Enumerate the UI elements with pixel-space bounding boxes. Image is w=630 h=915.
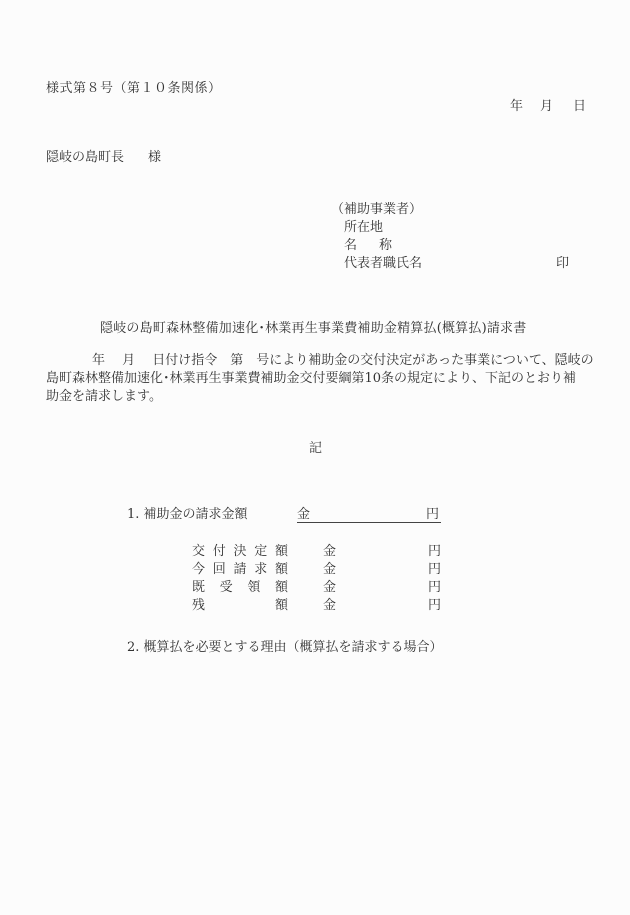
breakdown-prefix: 金	[323, 544, 337, 559]
breakdown-row	[192, 594, 452, 613]
addressee-name: 隠岐の島町長	[46, 150, 125, 165]
date-line	[510, 99, 586, 115]
body-line: 年 月 日付け指令 第 号により補助金の交付決定があった事業について、隠岐の	[92, 353, 594, 368]
label-char: 請	[233, 562, 247, 577]
applicant-address-label: 所在地	[344, 220, 384, 235]
name-label-char-2: 称	[379, 238, 393, 253]
breakdown-label	[192, 576, 288, 595]
label-char: 今	[192, 562, 206, 577]
body-line: 島町森林整備加速化･林業再生事業費補助金交付要綱第10条の規定により、下記のとおり補	[46, 371, 577, 386]
breakdown-label	[192, 540, 288, 559]
breakdown-suffix: 円	[428, 598, 442, 613]
label-char: 回	[212, 562, 226, 577]
applicant-name-label	[344, 238, 392, 254]
addressee-honorific: 様	[148, 150, 162, 165]
body-paragraph	[46, 352, 594, 406]
label-char: 定	[254, 544, 268, 559]
date-day: 日	[573, 99, 587, 114]
label-char: 領	[247, 580, 261, 595]
date-year: 年	[510, 99, 524, 114]
breakdown-prefix: 金	[323, 580, 337, 595]
breakdown-suffix: 円	[428, 544, 442, 559]
breakdown-label	[192, 594, 288, 613]
breakdown-suffix: 円	[428, 562, 442, 577]
label-char: 額	[274, 562, 288, 577]
breakdown-row	[192, 558, 452, 577]
seal-mark: 印	[556, 256, 570, 271]
amount-suffix: 円	[425, 507, 439, 522]
label-char: 付	[212, 544, 226, 559]
applicant-representative-label: 代表者職氏名	[344, 256, 423, 271]
ki-heading: 記	[309, 441, 323, 456]
label-char: 受	[219, 580, 233, 595]
breakdown-suffix: 円	[428, 580, 442, 595]
breakdown-prefix: 金	[323, 598, 337, 613]
label-char: 額	[274, 544, 288, 559]
body-line: 助金を請求します。	[46, 389, 162, 404]
name-label-char-1: 名	[344, 238, 358, 253]
item1-amount-field	[297, 507, 441, 523]
label-char: 額	[274, 580, 288, 595]
label-char: 既	[192, 580, 206, 595]
breakdown-row	[192, 576, 452, 595]
label-char: 求	[254, 562, 268, 577]
applicant-label: （補助事業者）	[331, 202, 423, 217]
item1-label: 1. 補助金の請求金額	[127, 507, 248, 522]
date-month: 月	[540, 99, 554, 114]
label-char: 残	[192, 598, 206, 613]
breakdown-label	[192, 558, 288, 577]
document-title: 隠岐の島町森林整備加速化･林業再生事業費補助金精算払(概算払)請求書	[100, 321, 527, 336]
amount-prefix: 金	[297, 507, 311, 522]
addressee	[46, 150, 161, 166]
label-char: 決	[233, 544, 247, 559]
label-char: 交	[192, 544, 206, 559]
breakdown-row	[192, 540, 452, 559]
label-char: 額	[274, 598, 288, 613]
item2-label: 2. 概算払を必要とする理由（概算払を請求する場合）	[127, 640, 443, 655]
breakdown-prefix: 金	[323, 562, 337, 577]
form-number: 様式第８号（第１０条関係）	[46, 81, 222, 96]
